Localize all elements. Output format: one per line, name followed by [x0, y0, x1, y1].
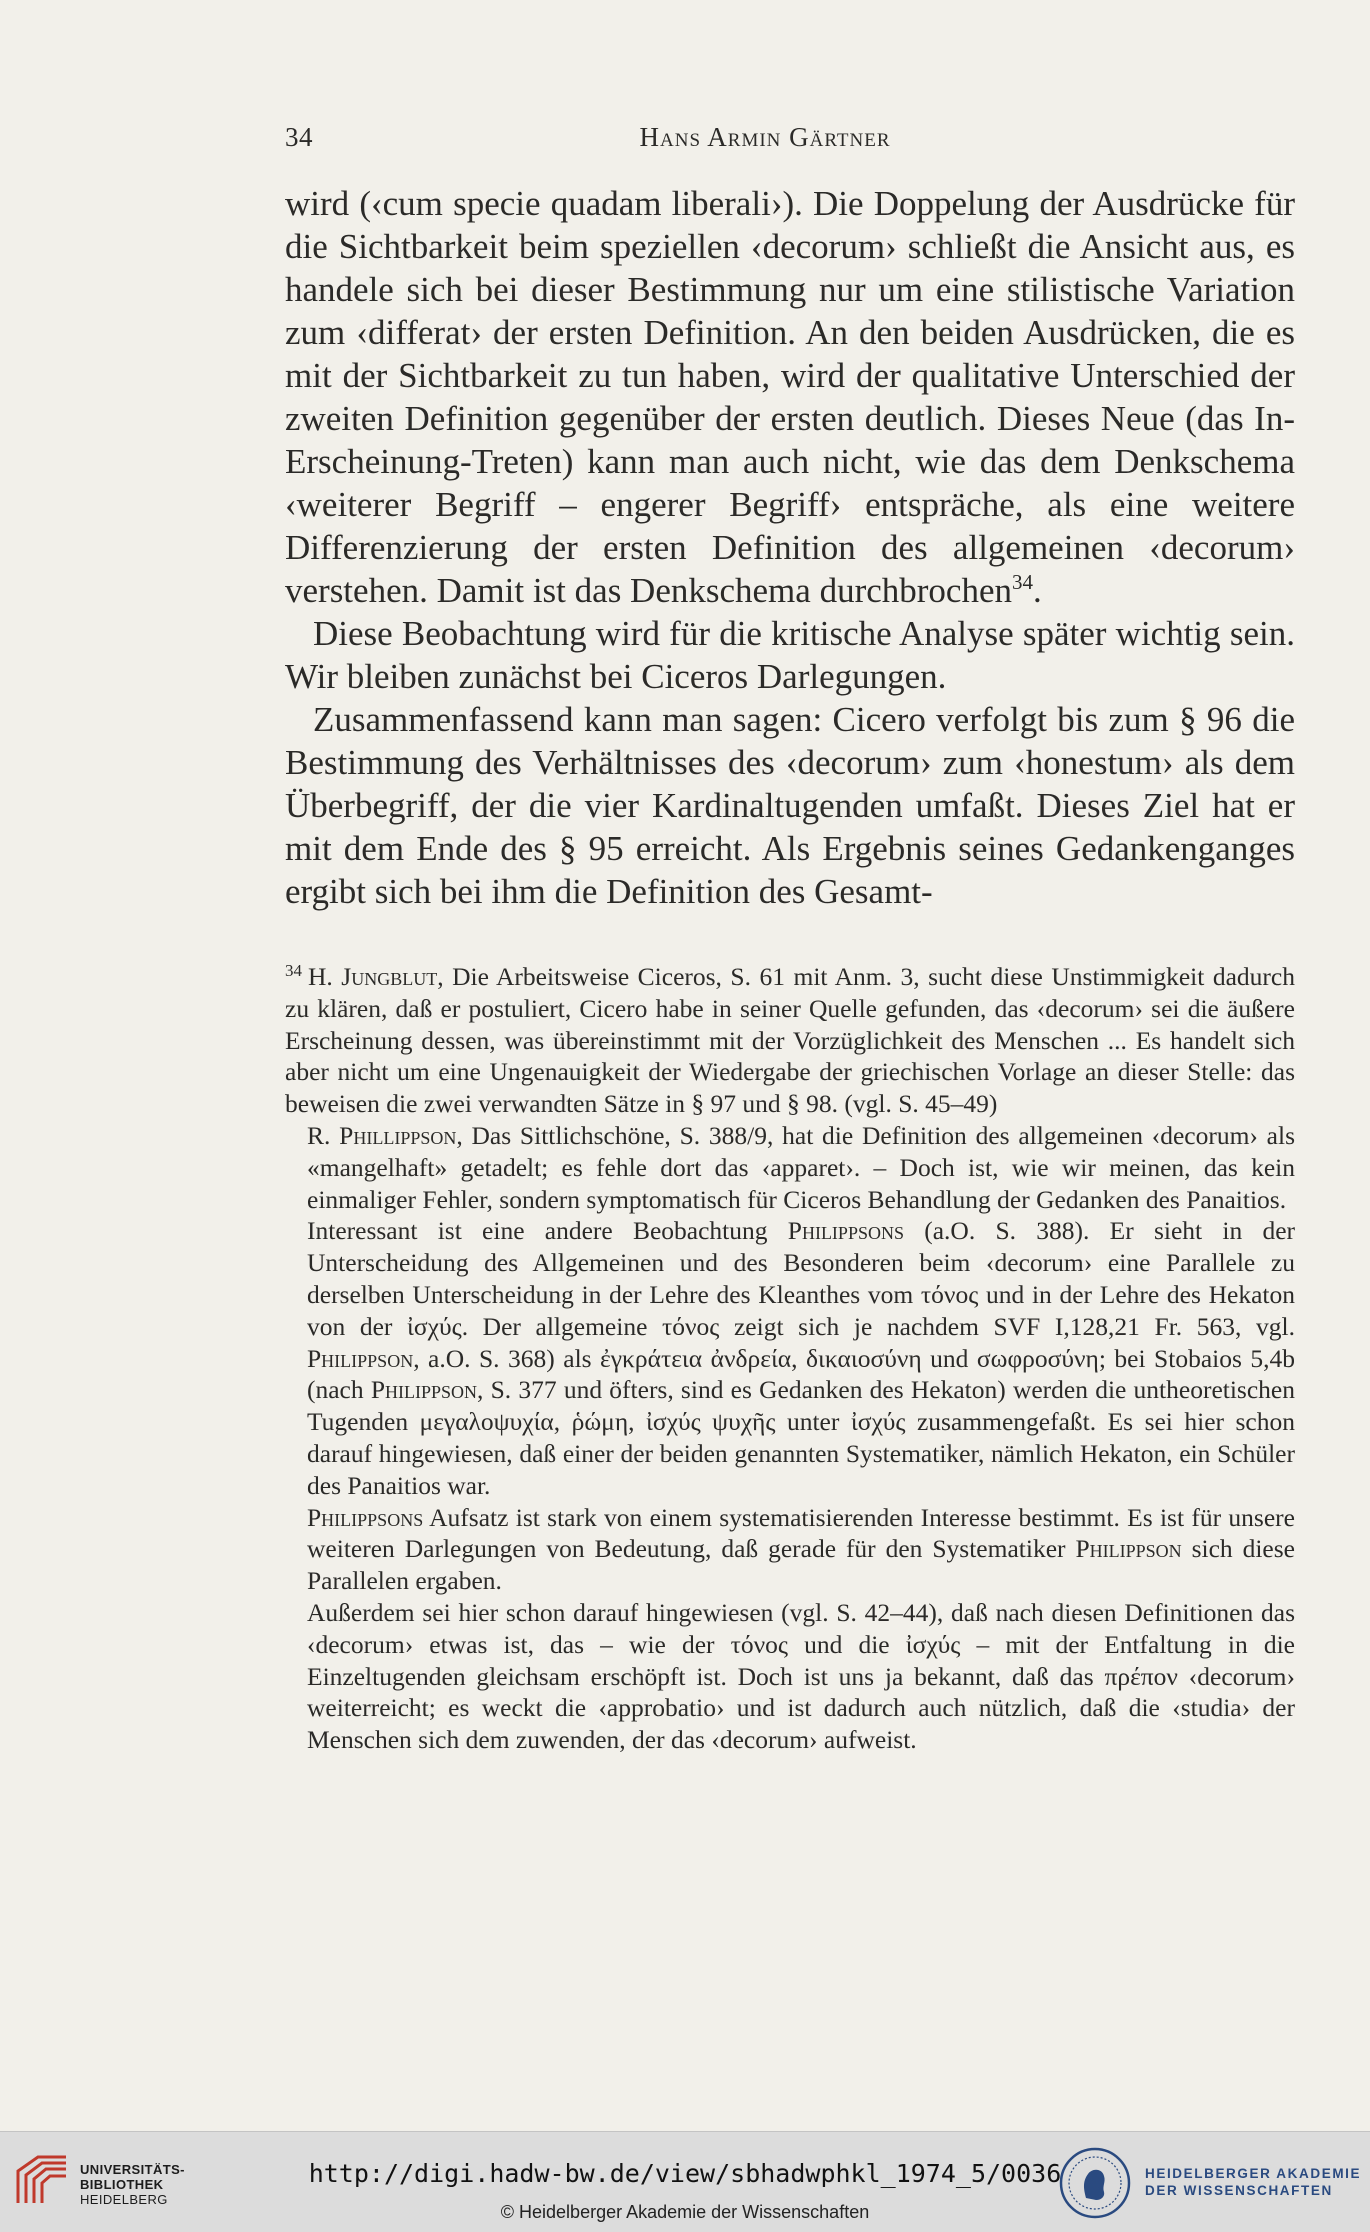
paragraph-1-end: . [1033, 571, 1042, 610]
footnote-1-text: , Die Arbeitsweise Ciceros, S. 61 mit Anm. 3, sucht diese Unstimmigkeit dadurch zu klären, daß er postuliert, Cicero habe in seiner Quelle gefunden, das ‹decorum› sei die äußere Erscheinung dessen, was übereinstimmt mit der Vorzüglichkeit des Menschen ... Es handelt sich aber nicht um eine Ungenauigkeit der Wiedergabe der griechischen Vorlage an dieser Stelle: das beweisen die zwei verwandten Sätze in § 97 und § 98. (vgl. S. 45–49) [285, 962, 1295, 1119]
library-line-3: HEIDELBERG [80, 2192, 168, 2207]
footnote-3-text-b: (a.O. S. 388). Er sieht in der Unterscheidung des Allgemeinen und des Besonderen beim ‹decorum› eine Parallele zu derselben Unterscheidung in der Lehre des Kleanthes vom τόνος und in der Lehre des Hekaton von der ἰσχύς. Der allgemeine τόνος zeigt sich je nachdem SVF I,128,21 Fr. 563, vgl. [307, 1216, 1295, 1341]
footnotes [285, 961, 1295, 1756]
footnote-3-text-c: , a.O. S. 368) als ἐγκράτεια ἀνδρεία, δικαιοσύνη und σωφροσύνη; bei Stobaios 5,4b (nach [307, 1343, 1295, 1405]
footnote-5: Außerdem sei hier schon darauf hingewiesen (vgl. S. 42–44), daß nach diesen Definitionen das ‹decorum› etwas ist, das – wie der τόνος und die ἰσχύς – mit der Entfaltung in die Einzeltugenden gleichsam erschöpft ist. Doch ist uns ja bekannt, daß das πρέπον ‹decorum› weiterreicht; es weckt die ‹approbatio› und ist dadurch auch nützlich, daß die ‹studia› der Menschen sich dem zuwenden, der das ‹decorum› aufweist. [307, 1597, 1295, 1755]
running-head: Hans Armin Gärtner [639, 122, 891, 152]
paragraph-3: Zusammenfassend kann man sagen: Cicero verfolgt bis zum § 96 die Bestimmung des Verhältnisses des ‹decorum› zum ‹honestum› als dem Überbegriff, der die vier Kardinaltugenden umfaßt. Dieses Ziel hat er mit dem Ende des § 95 erreicht. Als Ergebnis seines Gedankenganges ergibt sich bei ihm die Definition des Gesamt- [285, 700, 1295, 911]
library-line-1: UNIVERSITÄTS- [80, 2162, 185, 2177]
copyright-notice: © Heidelberger Akademie der Wissenschaften [500, 2202, 870, 2222]
academy-seal-icon[interactable] [1058, 2146, 1132, 2220]
footnote-2-text: , Das Sittlichschöne, S. 388/9, hat die Definition des allgemeinen ‹decorum› als «mangelhaft» getadelt; es fehle dort das ‹apparet›. – Doch ist, wie wir meinen, das kein einmaliger Fehler, sondern symptomatisch für Ciceros Behandlung der Gedanken des Panaitios. [307, 1120, 1296, 1214]
footer-bar [0, 2131, 1370, 2232]
footnote-3-text-a: Interessant ist eine andere Beobachtung [307, 1216, 788, 1246]
footnote-author-jungblut: H. Jungblut [308, 962, 438, 991]
main-text [285, 182, 1295, 913]
academy-line-2: DER WISSENSCHAFTEN [1145, 2183, 1333, 2198]
paragraph-1 [285, 182, 1295, 612]
footnote-4 [285, 1502, 1295, 1597]
author-philippson: Philippson [307, 1343, 414, 1373]
author-philippsons: Philippsons [307, 1502, 424, 1532]
author-philippsons: Philippsons [787, 1216, 904, 1246]
footnote-marker: 34 [285, 961, 302, 980]
page-header [285, 122, 1245, 162]
footnote-3 [285, 1215, 1295, 1501]
author-philippson: Philippson [1075, 1534, 1182, 1564]
source-url-link[interactable]: http://digi.hadw-bw.de/view/sbhadwphkl_1974_5/0036 [308, 2159, 1062, 2188]
footnote-3-text-d: , S. 377 und öfters, sind es Gedanken des Hekaton) werden die untheoretischen Tugenden μεγαλοψυχία, ῥώμη, ἰσχύς ψυχῆς unter ἰσχύς zusammengefaßt. Es sei hier schon darauf hingewiesen, daß einer der beiden genannten Systematiker, nämlich Hekaton, ein Schüler des Panaitios war. [307, 1375, 1295, 1500]
academy-name[interactable] [1145, 2165, 1361, 2199]
footnote-4-text-b: sich diese Parallelen ergaben. [307, 1534, 1295, 1596]
author-philippson: Philippson [370, 1375, 478, 1405]
paragraph-1-text: wird (‹cum specie quadam liberali›). Die Doppelung der Ausdrücke für die Sichtbarkeit beim speziellen ‹decorum› schließt die Ansicht aus, es handele sich bei dieser Bestimmung nur um eine stilistische Variation zum ‹differat› der ersten Definition. An den beiden Ausdrücken, die es mit der Sichtbarkeit zu tun haben, wird der qualitative Unterschied der zweiten Definition gegenüber der ersten deutlich. Dieses Neue (das In-Erscheinung-Treten) kann man auch nicht, wie das dem Denkschema ‹weiterer Begriff – engerer Begriff› entspräche, als eine weitere Differenzierung der ersten Definition des allgemeinen ‹decorum› verstehen. Damit ist das Denkschema durchbrochen [285, 184, 1295, 610]
academy-line-1: HEIDELBERGER AKADEMIE [1145, 2166, 1362, 2181]
footnote-4-text-a: Aufsatz ist stark von einem systematisierenden Interesse bestimmt. Es ist für unsere weiteren Darlegungen von Bedeutung, daß gerade für den Systematiker [307, 1502, 1295, 1564]
footnote-2 [285, 1120, 1295, 1215]
footnote-author-phillippson: R. Phillippson [307, 1120, 457, 1150]
library-line-2: BIBLIOTHEK [80, 2177, 164, 2192]
footnote-ref-34[interactable]: 34 [1012, 570, 1033, 594]
footnote-1 [285, 961, 1295, 1120]
page-number: 34 [285, 122, 313, 152]
paragraph-2: Diese Beobachtung wird für die kritische Analyse später wichtig sein. Wir bleiben zunächst bei Ciceros Darlegungen. [285, 614, 1295, 696]
